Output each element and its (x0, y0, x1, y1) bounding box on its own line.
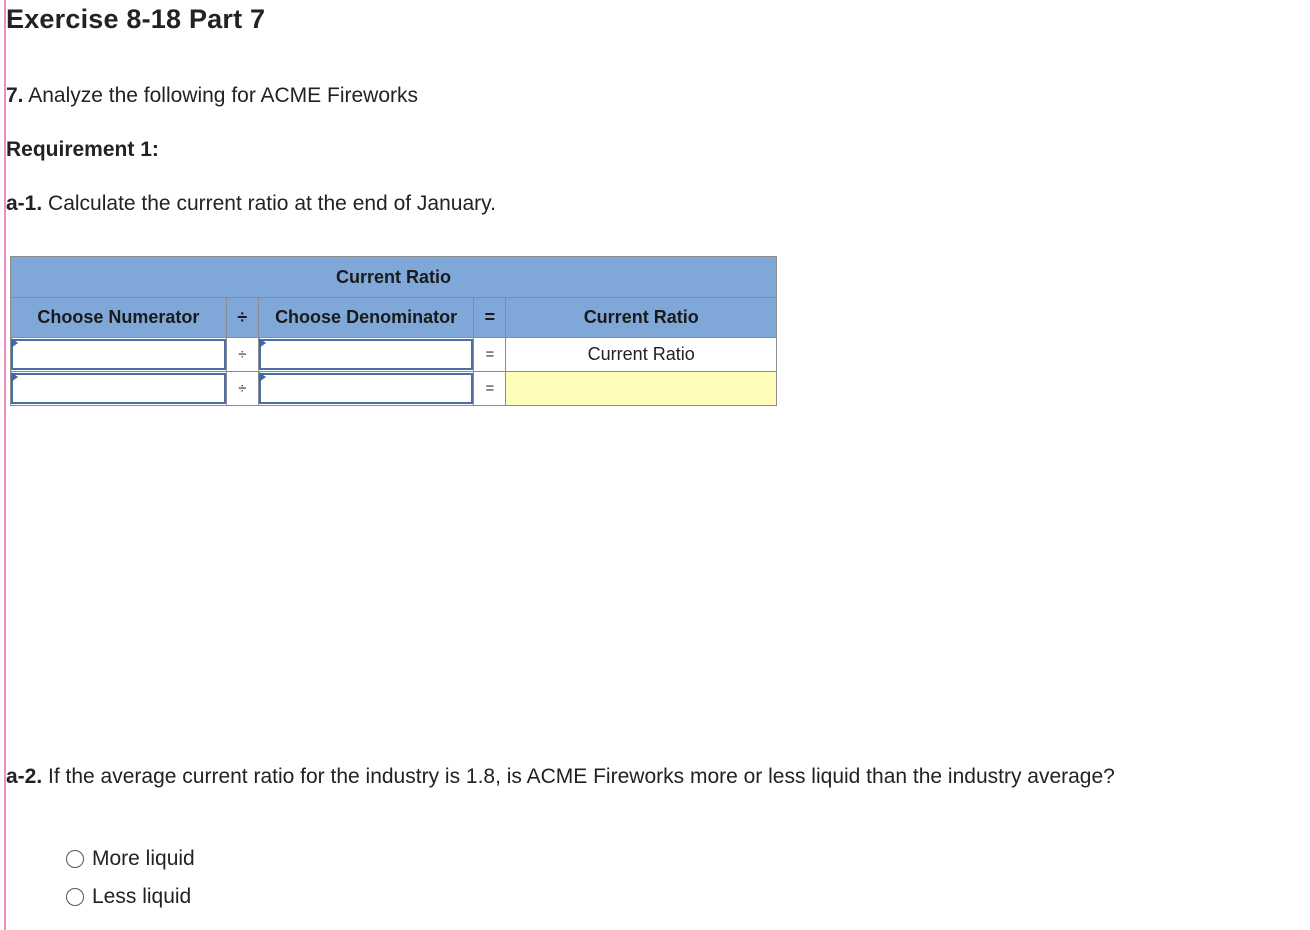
dropdown-flag-icon (11, 338, 18, 348)
table-row (11, 338, 777, 372)
equals-header: = (474, 298, 506, 338)
equals-sign: = (474, 338, 506, 372)
table-title: Current Ratio (11, 257, 777, 298)
part-a1-label: a-1. (6, 192, 43, 215)
divide-sign: ÷ (226, 372, 258, 406)
numerator-cell (11, 372, 227, 406)
question-prompt (6, 84, 418, 108)
divide-header: ÷ (226, 298, 258, 338)
requirement-heading: Requirement 1: (6, 138, 159, 161)
radio-option-less-liquid[interactable] (66, 878, 195, 916)
part-a2-prompt (6, 765, 1115, 789)
liquidity-radio-group (66, 840, 195, 916)
equals-sign: = (474, 372, 506, 406)
divide-sign: ÷ (226, 338, 258, 372)
numerator-select[interactable] (11, 339, 226, 370)
result-label: Current Ratio (506, 338, 777, 372)
numerator-header: Choose Numerator (11, 298, 227, 338)
part-a2-label: a-2. (6, 765, 43, 788)
current-ratio-table (10, 256, 777, 406)
radio-label: Less liquid (92, 885, 192, 908)
result-header: Current Ratio (506, 298, 777, 338)
current-ratio-answer-input[interactable] (506, 372, 777, 406)
denominator-cell (258, 372, 474, 406)
part-a1-prompt (6, 192, 496, 216)
dropdown-flag-icon (259, 338, 266, 348)
question-text: Analyze the following for ACME Fireworks (28, 84, 419, 107)
numerator-input[interactable] (11, 373, 226, 404)
radio-option-more-liquid[interactable] (66, 840, 195, 878)
table-row (11, 372, 777, 406)
question-number: 7. (6, 84, 24, 107)
radio-label: More liquid (92, 847, 195, 870)
radio-button[interactable] (66, 850, 84, 868)
denominator-select[interactable] (259, 339, 474, 370)
page-title: Exercise 8-18 Part 7 (6, 4, 266, 34)
denominator-header: Choose Denominator (258, 298, 474, 338)
radio-button[interactable] (66, 888, 84, 906)
numerator-cell (11, 338, 227, 372)
dropdown-flag-icon (11, 372, 18, 382)
dropdown-flag-icon (259, 372, 266, 382)
part-a1-text: Calculate the current ratio at the end of January. (48, 192, 496, 215)
part-a2-text: If the average current ratio for the industry is 1.8, is ACME Fireworks more or less liquid than the industry average? (48, 765, 1115, 788)
denominator-input[interactable] (259, 373, 474, 404)
denominator-cell (258, 338, 474, 372)
